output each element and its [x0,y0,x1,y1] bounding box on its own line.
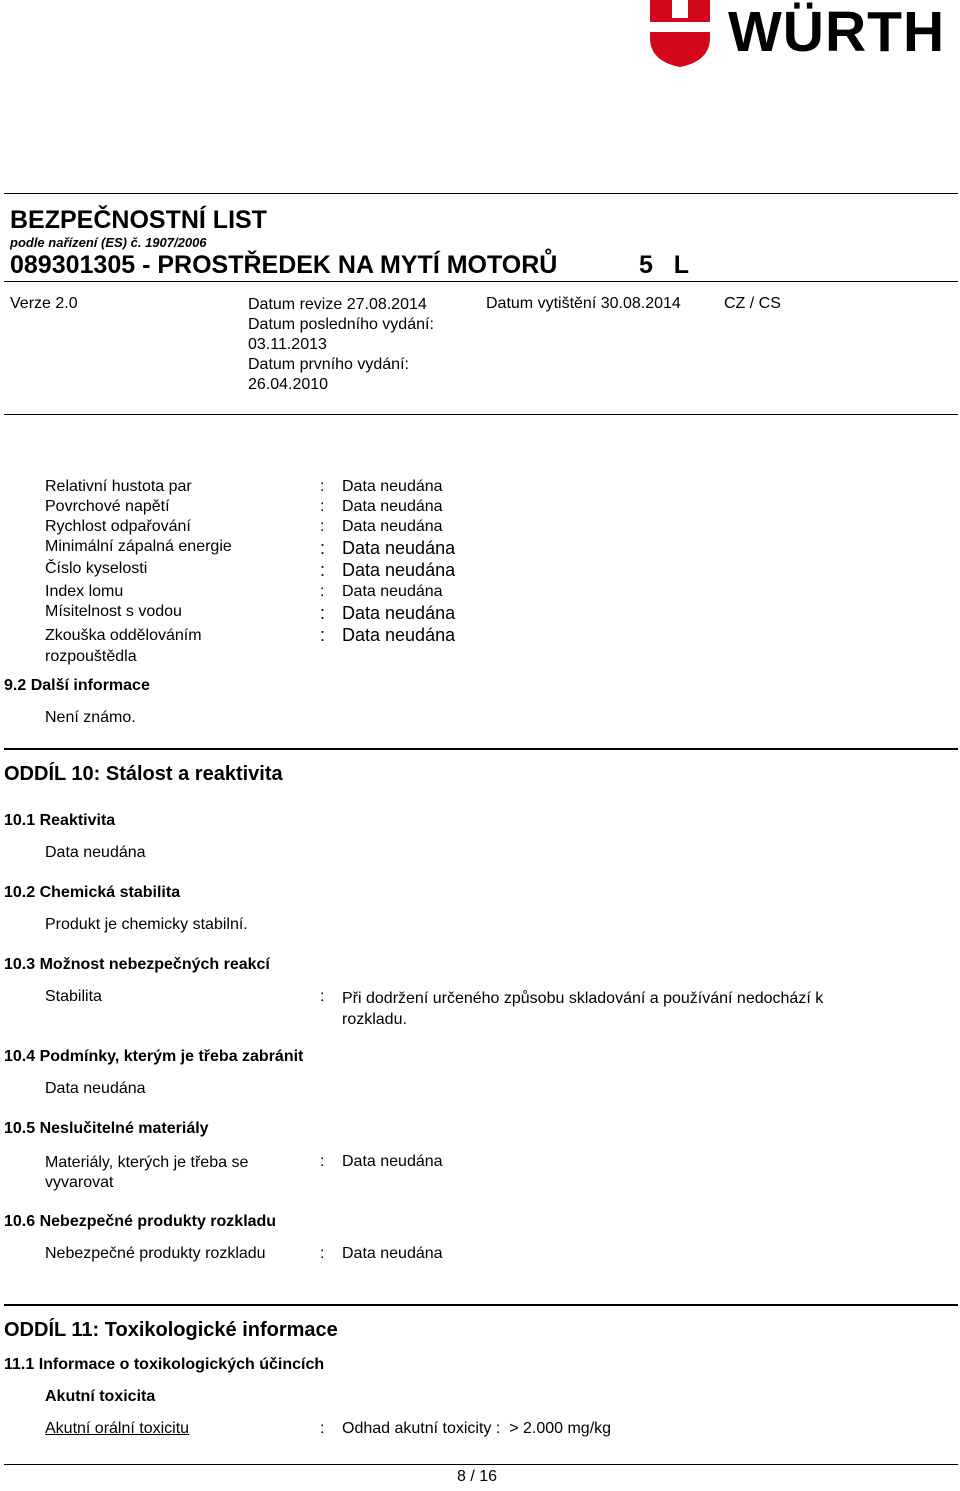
revision-dates [248,295,434,395]
colon: : [320,603,326,623]
subsection-heading-10-6: 10.6 Nebezpečné produkty rozkladu [4,1213,277,1230]
prop-label [45,1153,248,1193]
doc-title: BEZPEČNOSTNÍ LIST [10,206,267,234]
prop-value: Data neudána [342,518,443,535]
colon: : [320,1245,325,1262]
first-issue-label: Datum prvního vydání: [248,356,409,373]
prop-label: Minimální zápalná energie [45,538,232,555]
colon: : [320,478,325,495]
prop-value-line: rozkladu. [342,1011,407,1028]
wurth-logo-emblem [648,0,712,68]
prop-label: Nebezpečné produkty rozkladu [45,1245,266,1262]
prop-label: Mísitelnost s vodou [45,603,182,620]
prop-value: Data neudána [342,583,443,600]
colon: : [320,583,325,600]
prop-value: Data neudána [342,478,443,495]
prop-value: Data neudána [342,498,443,515]
prop-value: Data neudána [342,603,456,623]
colon: : [320,560,326,580]
colon: : [320,625,326,645]
prop-value: Data neudána [342,625,456,645]
revision-date: Datum revize 27.08.2014 [248,296,427,313]
subsection-heading-11-1: 11.1 Informace o toxikologických účincích [4,1356,325,1373]
colon: : [320,1420,325,1437]
prop-label-line: Zkouška oddělováním [45,627,202,644]
subsection-heading-10-4: 10.4 Podmínky, kterým je třeba zabránit [4,1048,304,1065]
colon: : [320,498,325,515]
header-bottom-rule [4,414,958,415]
last-issue-label: Datum posledního vydání: [248,316,434,333]
subsection-text: Není známo. [45,709,136,726]
product-size: 5 L [639,251,690,279]
locale-label: CZ / CS [724,295,781,312]
acute-oral-toxicity-text: Akutní orální toxicitu [45,1420,190,1437]
first-issue-date: 26.04.2010 [248,376,329,393]
subsection-heading-10-3: 10.3 Možnost nebezpečných reakcí [4,956,270,973]
prop-label: Relativní hustota par [45,478,192,495]
colon: : [320,518,325,535]
prop-value-line: Při dodržení určeného způsobu skladování a používání nedochází k [342,990,824,1007]
product-name: 089301305 - PROSTŘEDEK NA MYTÍ MOTORŮ [10,251,558,279]
print-date: Datum vytištění 30.08.2014 [486,295,681,312]
colon: : [320,538,326,558]
colon: : [320,1153,325,1170]
acute-toxicity-heading: Akutní toxicita [45,1388,156,1405]
prop-label-line: vyvarovat [45,1174,114,1191]
subsection-heading-9-2: 9.2 Další informace [4,677,150,694]
acute-oral-toxicity-label [45,1420,189,1438]
page-number: 8 / 16 [457,1468,498,1485]
header-mid-rule [4,281,958,282]
section-title-10: ODDÍL 10: Stálost a reaktivita [4,763,283,785]
section-rule [4,1304,958,1306]
prop-label: Rychlost odpařování [45,518,191,535]
subsection-heading-10-5: 10.5 Neslučitelné materiály [4,1120,209,1137]
subsection-text: Produkt je chemicky stabilní. [45,916,248,933]
prop-label-line: Materiály, kterých je třeba se [45,1154,249,1171]
prop-label: Povrchové napětí [45,498,170,515]
subsection-heading-10-2: 10.2 Chemická stabilita [4,884,181,901]
header-top-rule [4,193,958,194]
prop-label: Index lomu [45,583,124,600]
prop-value [342,988,823,1030]
colon: : [320,988,325,1005]
prop-label: Číslo kyselosti [45,560,148,577]
wurth-wordmark: WÜRTH [728,0,946,64]
prop-label [45,625,202,667]
prop-label-line: rozpouštědla [45,648,137,665]
section-rule [4,748,958,750]
subsection-heading-10-1: 10.1 Reaktivita [4,812,116,829]
footer-rule [4,1464,958,1465]
prop-value: Data neudána [342,1245,443,1262]
version-label: Verze 2.0 [10,295,78,312]
prop-value: Data neudána [342,1153,443,1170]
prop-label: Stabilita [45,988,102,1005]
prop-value: Odhad akutní toxicity : > 2.000 mg/kg [342,1420,612,1437]
prop-value: Data neudána [342,538,456,558]
prop-value: Data neudána [342,560,456,580]
subsection-text: Data neudána [45,844,146,861]
subsection-text: Data neudána [45,1080,146,1097]
last-issue-date: 03.11.2013 [248,336,327,353]
section-title-11: ODDÍL 11: Toxikologické informace [4,1319,338,1341]
regulation-text: podle nařízení (ES) č. 1907/2006 [10,235,207,250]
